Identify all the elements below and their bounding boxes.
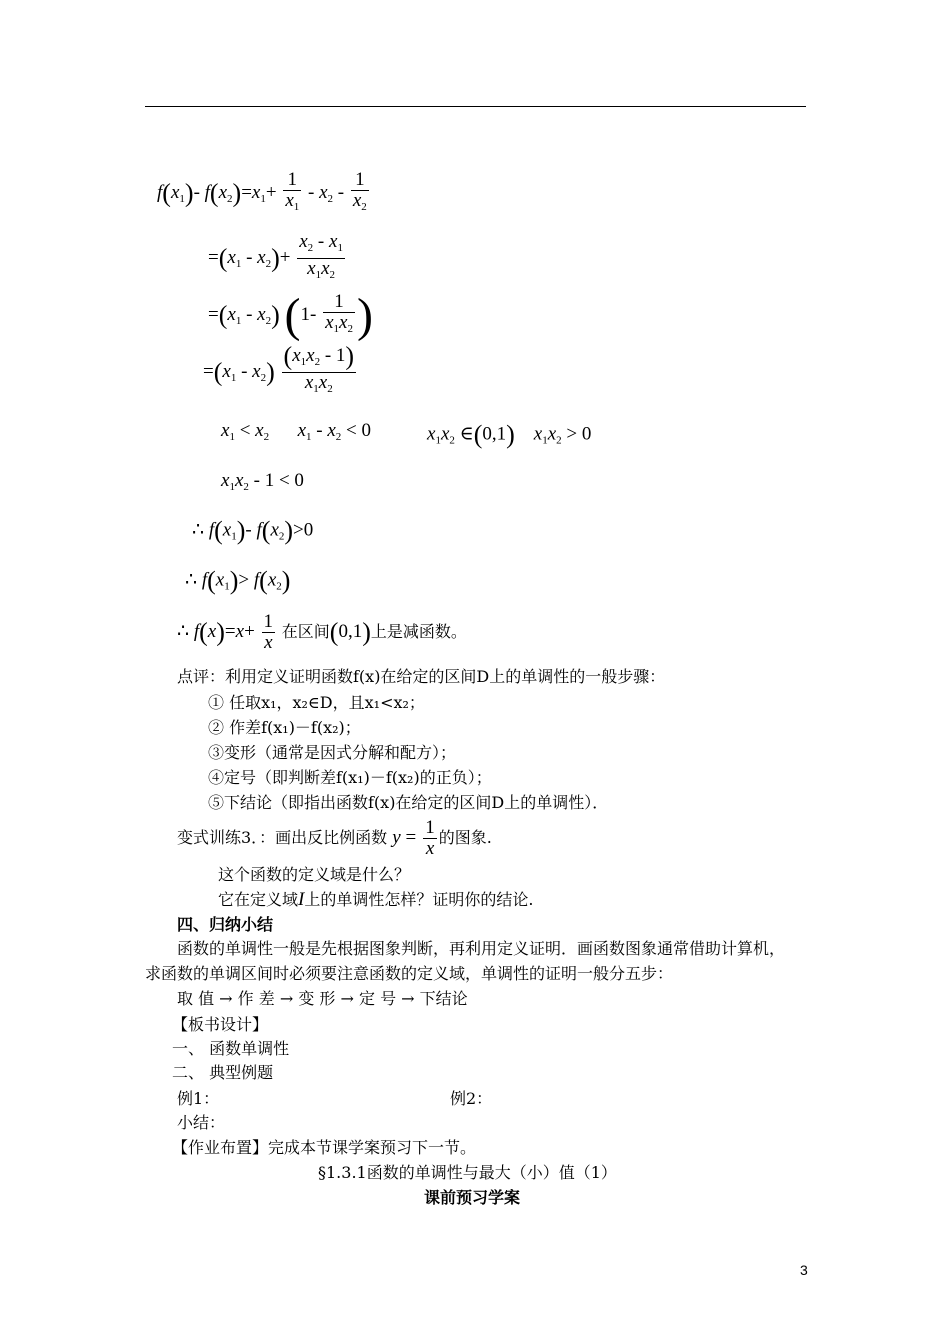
therefore-line-2: ∴ $f(x_1)> f(x_2)$	[185, 566, 291, 595]
section-heading-summary: 四、归纳小结	[177, 915, 274, 934]
equation-line-3: $=(x_1 - x_2)$ (1- $\frac{1}{x_1x_2}$ )	[208, 289, 373, 342]
board-example-1: 例1：	[177, 1089, 220, 1108]
step-2: ② 作差f(x₁)－f(x₂)；	[208, 718, 361, 737]
equation-line-1: $f(x_1)-$ $f(x_2)=x_1+$ $\frac{1}{x_1}$ - $x_2$ - $\frac{1}{x_2}$	[157, 169, 367, 213]
variant-exercise: 变式训练3．：画出反比例函数 y = $\frac{1}{x}$ 的图象.	[177, 817, 492, 859]
condition-line: $x_1 < x_2$ $x_1 - x_2 < 0$	[221, 420, 372, 443]
inequality-line: $x_1x_2 - 1 < 0$	[221, 470, 304, 493]
page-number: 3	[800, 1262, 808, 1278]
step-5: ⑤下结论（即指出函数f(x)在给定的区间D上的单调性）．	[208, 793, 609, 812]
equation-line-4: $=(x_1 - x_2)$ $\frac{(x_1x_2 - 1)}{x_1x_2}$	[203, 341, 355, 395]
equation-line-2: $=(x_1 - x_2)+$ $\frac{x_2 - x_1}{x_1x_2}$	[208, 231, 343, 281]
step-4: ④定号（即判断差f(x₁)－f(x₂)的正负）；	[208, 768, 492, 787]
step-3: ③变形（通常是因式分解和配方）；	[208, 743, 457, 762]
next-section-subtitle: 课前预习学案	[424, 1188, 521, 1207]
summary-paragraph-2: 求函数的单调区间时必须要注意函数的定义域，单调性的证明一般分五步：	[145, 964, 674, 983]
board-design-title: 【板书设计】	[172, 1015, 269, 1034]
step-1: ① 任取x₁，x₂∈D，且x₁<x₂；	[208, 693, 425, 712]
variant-question-1: 这个函数的定义域是什么？	[218, 865, 411, 884]
board-example-2: 例2：	[450, 1089, 493, 1108]
board-summary: 小结：	[177, 1113, 226, 1132]
conclusion-line: ∴ f(x)=x+ $\frac{1}{x}$ 在区间(0,1)上是减函数。	[177, 611, 467, 653]
header-rule	[145, 106, 806, 107]
summary-flow: 取 值 → 作 差 → 变 形 → 定 号 → 下结论	[177, 989, 468, 1008]
therefore-line-1: ∴ $f(x_1)-$ $f(x_2)>0$	[192, 516, 314, 545]
next-section-title: §1.3.1函数的单调性与最大（小）值（1）	[318, 1163, 617, 1182]
comment-title: 点评：利用定义证明函数f(x)在给定的区间D上的单调性的一般步骤：	[177, 667, 666, 686]
variant-question-2: 它在定义域I上的单调性怎样？证明你的结论.	[218, 889, 534, 910]
board-item-2: 二、 典型例题	[172, 1063, 274, 1082]
summary-paragraph-1: 函数的单调性一般是先根据图象判断，再利用定义证明．画函数图象通常借助计算机，	[177, 939, 786, 958]
homework: 【作业布置】完成本节课学案预习下一节。	[172, 1138, 477, 1157]
board-item-1: 一、 函数单调性	[172, 1039, 290, 1058]
condition-line-2: $x_1x_2$ ∈(0,1) $x_1x_2 > 0$	[427, 420, 592, 449]
